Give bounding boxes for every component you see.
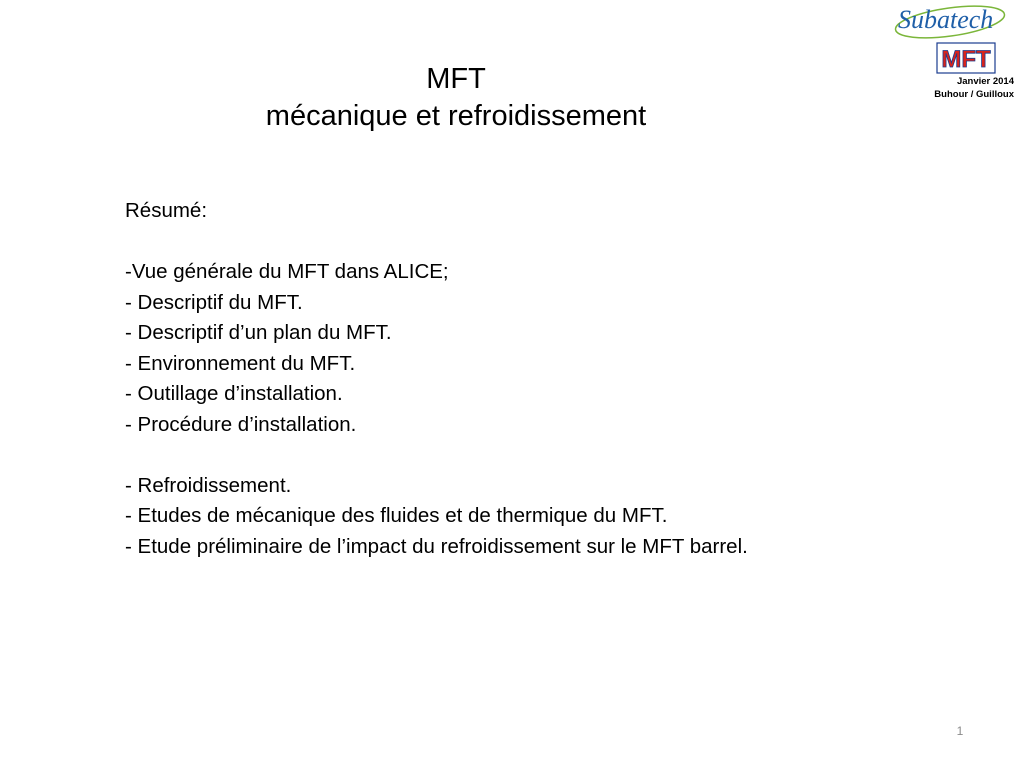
summary-content bbox=[125, 196, 945, 562]
summary-item: - Environnement du MFT. bbox=[125, 351, 356, 375]
title-line-2: mécanique et refroidissement bbox=[265, 100, 647, 132]
summary-item: - Descriptif d’un plan du MFT. bbox=[125, 321, 392, 344]
summary-heading: Résumé: bbox=[125, 199, 208, 222]
subatech-logo-icon bbox=[892, 0, 1010, 42]
meta-authors: Buhour / Guilloux bbox=[934, 89, 1014, 100]
spacer bbox=[125, 440, 945, 471]
meta-date: Janvier 2014 bbox=[956, 76, 1014, 87]
page-number: 1 bbox=[956, 724, 964, 738]
mft-logo-text: MFT bbox=[941, 46, 991, 73]
subatech-logo-text: Subatech bbox=[898, 5, 994, 34]
spacer bbox=[125, 227, 945, 258]
summary-item: - Descriptif du MFT. bbox=[125, 290, 303, 314]
summary-item: - Outillage d’installation. bbox=[125, 382, 343, 405]
title-line-1: MFT bbox=[426, 63, 486, 95]
slide-meta bbox=[908, 75, 1014, 101]
summary-item: - Etudes de mécanique des fluides et de thermique du MFT. bbox=[125, 504, 668, 527]
summary-item: - Refroidissement. bbox=[125, 473, 292, 497]
summary-item: -Vue générale du MFT dans ALICE; bbox=[125, 260, 449, 283]
logo-block bbox=[892, 0, 1016, 110]
slide-title bbox=[0, 61, 912, 135]
summary-item: - Procédure d’installation. bbox=[125, 412, 357, 436]
summary-item: - Etude préliminaire de l’impact du refroidissement sur le MFT barrel. bbox=[125, 534, 748, 558]
mft-logo-icon bbox=[936, 41, 996, 75]
